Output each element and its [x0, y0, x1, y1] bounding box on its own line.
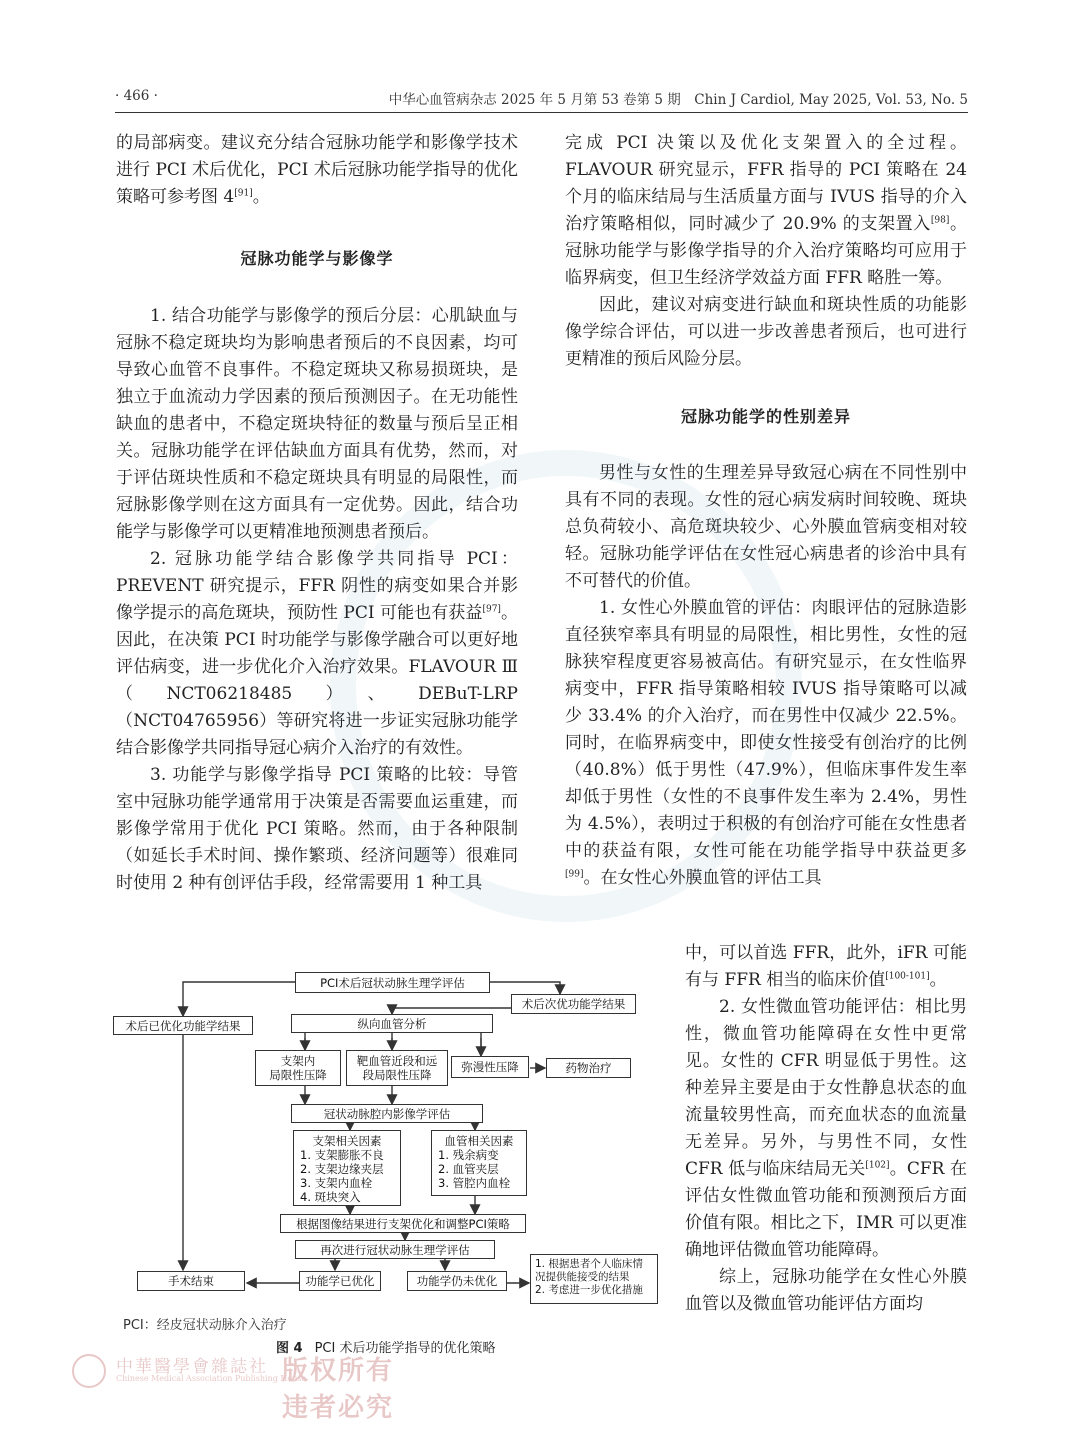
flow-box-diffuse: 弥漫性压降	[451, 1056, 529, 1078]
publisher-name-en: Chinese Medical Association Publishing House	[116, 1374, 307, 1383]
flow-box-imaging: 冠状动脉腔内影像学评估	[291, 1104, 483, 1123]
flow-box-start: PCI术后冠状动脉生理学评估	[295, 972, 490, 993]
flow-box-end: 手术结束	[137, 1271, 245, 1291]
flowchart-figure	[105, 968, 665, 1313]
paragraph: 因此，建议对病变进行缺血和斑块性质的功能影像学综合评估，可以进一步改善患者预后，也可进行更精准的预后风险分层。	[565, 295, 967, 369]
citation[interactable]: [97]	[482, 604, 501, 615]
flow-box-drug: 药物治疗	[546, 1058, 631, 1078]
right-column-wrapped	[685, 940, 967, 1318]
header-rule	[115, 112, 968, 113]
citation[interactable]: [99]	[565, 869, 584, 880]
publisher-name: 中華醫學會雜誌社	[116, 1357, 268, 1377]
left-column	[116, 130, 518, 897]
journal-info: 中华心血管病杂志 2025 年 5 月第 53 卷第 5 期 Chin J Cardiol, May 2025, Vol. 53, No. 5	[388, 92, 968, 108]
flow-box-stent-factors: 支架相关因素 1. 支架膨胀不良 2. 支架边缘夹层 3. 支架内血栓 4. 斑块突入	[293, 1130, 401, 1206]
flow-box-focal-segment: 靶血管近段和远 段局限性压降	[346, 1050, 448, 1086]
figure-title: PCI 术后功能学指导的优化策略	[314, 1341, 496, 1356]
paragraph: 1. 结合功能学与影像学的预后分层：心肌缺血与冠脉不稳定斑块均为影响患者预后的不良因素，均可导致心血管不良事件。不稳定斑块又称易损斑块，是独立于血流动力学因素的预后预测因子。在无功能性缺血的患者中，不稳定斑块特征的数量与预后呈正相关。冠脉功能学在评估缺血方面具有优势，然而，对于评估斑块性质和不稳定斑块具有明显的局限性，而冠脉影像学则在这方面具有一定优势。因此，结合功能学与影像学可以更精准地预测患者预后。	[116, 306, 518, 542]
section-heading: 冠脉功能学与影像学	[240, 249, 394, 268]
paragraph: 综上，冠脉功能学在女性心外膜血管以及微血管功能评估方面均	[685, 1267, 967, 1314]
arrow	[183, 982, 295, 1016]
flow-box-reassess: 再次进行冠状动脉生理学评估	[295, 1240, 495, 1259]
flow-box-vessel-factors: 血管相关因素 1. 残余病变 2. 血管夹层 3. 管腔内血栓	[431, 1130, 527, 1196]
paragraph: 完成 PCI 决策以及优化支架置入的全过程。FLAVOUR 研究显示，FFR 指导的 PCI 策略在 24 个月的临床结局与生活质量方面与 IVUS 指导的介入治疗策略相似，同时减少了 20.9% 的支架置入[98]。冠脉功能学与影像学指导的介入治疗策略均可应用于临界病变，但卫生经济学效益方面 FFR 略胜一筹。	[565, 133, 968, 288]
paragraph: 2. 冠脉功能学结合影像学共同指导 PCI：PREVENT 研究提示，FFR 阴性的病变如果合并影像学提示的高危斑块，预防性 PCI 可能也有获益[97]。因此，在决策 PCI 时功能学与影像学融合可以更好地评估病变，进一步优化介入治疗效果。FLAVOUR Ⅲ（NCT06218485）、DEBuT-LRP（NCT04765956）等研究将进一步证实冠脉功能学结合影像学共同指导冠心病介入治疗的有效性。	[116, 549, 519, 758]
paragraph: 3. 功能学与影像学指导 PCI 策略的比较：导管室中冠脉功能学通常用于决策是否需要血运重建，而影像学常用于优化 PCI 策略。然而，由于各种限制（如延长手术时间、操作繁琐、经济问题等）很难同时使用 2 种有创评估手段，经常需要用 1 种工具	[116, 765, 518, 893]
flow-box-optimized: 功能学已优化	[299, 1271, 381, 1291]
right-column	[565, 130, 967, 892]
paragraph: 男性与女性的生理差异导致冠心病在不同性别中具有不同的表现。女性的冠心病发病时间较晚、斑块总负荷较小、高危斑块较少、心外膜血管病变相对较轻。冠脉功能学评估在女性冠心病患者的诊治中具有不可替代的价值。	[565, 463, 967, 591]
flow-box-longitudinal: 纵向血管分析	[291, 1014, 493, 1033]
page-number: · 466 ·	[115, 88, 158, 104]
figure-abbreviation-note: PCI：经皮冠状动脉介入治疗	[123, 1318, 287, 1333]
arrow	[490, 982, 560, 994]
citation[interactable]: [98]	[930, 215, 950, 226]
publisher-seal-icon	[72, 1354, 106, 1388]
citation[interactable]: [100-101]	[885, 971, 930, 982]
publisher-slogan: 版权所有 违者必究	[282, 1356, 395, 1423]
flow-box-not-optimized: 功能学仍未优化	[407, 1271, 507, 1291]
flow-box-left-result: 术后已优化功能学结果	[113, 1016, 253, 1035]
publisher-watermark	[72, 1350, 432, 1423]
citation[interactable]: [102]	[865, 1160, 890, 1171]
paragraph: 1. 女性心外膜血管的评估：肉眼评估的冠脉造影直径狭窄率具有明显的局限性，相比男性，女性的冠脉狭窄程度更容易被高估。有研究显示，在女性临界病变中，FFR 指导策略相较 IVUS 指导策略可以减少 33.4% 的介入治疗，而在男性中仅减少 22.5%。同时，在临界病变中，即使女性接受有创治疗的比例（40.8%）低于男性（47.9%），但临床事件发生率却低于男性（女性的不良事件发生率为 2.4%，男性为 4.5%），表明过于积极的有创治疗可能在女性患者中的获益有限，女性可能在功能学指导中获益更多[99]。在女性心外膜血管的评估工具	[565, 598, 967, 888]
flow-box-optimize: 根据图像结果进行支架优化和调整PCI策略	[280, 1214, 526, 1233]
paragraph: 中，可以首选 FFR，此外，iFR 可能有与 FFR 相当的临床价值[100-101]。	[685, 943, 967, 990]
citation[interactable]: [91]	[234, 188, 253, 199]
flow-box-focal-stent: 支架内 局限性压降	[255, 1050, 341, 1086]
figure-label: 图 4	[276, 1341, 303, 1356]
flow-box-right-result: 术后次优功能学结果	[511, 994, 636, 1014]
section-heading: 冠脉功能学的性别差异	[680, 407, 851, 426]
flow-box-final-notes: 1. 根据患者个人临床情 况提供能接受的结果 2. 考虑进一步优化措施	[530, 1254, 658, 1304]
page-header	[115, 88, 968, 110]
paragraph: 的局部病变。建议充分结合冠脉功能学和影像学技术进行 PCI 术后优化，PCI 术后冠脉功能学指导的优化策略可参考图 4[91]。	[116, 133, 518, 207]
paragraph: 2. 女性微血管功能评估：相比男性，微血管功能障碍在女性中更常见。女性的 CFR 明显低于男性。这种差异主要是由于女性静息状态的血流量较男性高，而充血状态的血流量无差异。另外，与男性不同，女性 CFR 低与临床结局无关[102]。CFR 在评估女性微血管功能和预测预后方面价值有限。相比之下，IMR 可以更准确地评估微血管功能障碍。	[685, 997, 967, 1260]
